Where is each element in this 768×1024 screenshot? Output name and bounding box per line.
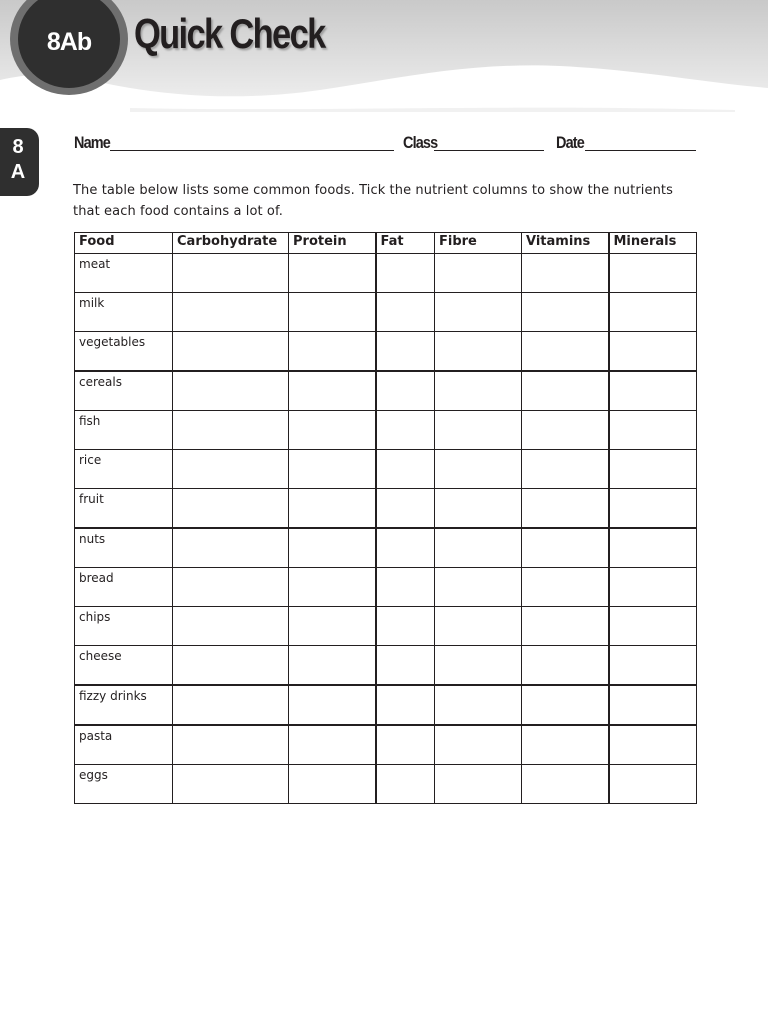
tick-cell-fat[interactable] — [376, 293, 435, 332]
tick-cell-fibre[interactable] — [435, 568, 522, 607]
tick-cell-minerals[interactable] — [609, 685, 697, 725]
tick-cell-carbohydrate[interactable] — [173, 293, 289, 332]
tick-cell-vitamins[interactable] — [522, 685, 609, 725]
tick-cell-vitamins[interactable] — [522, 411, 609, 450]
name-field[interactable] — [110, 150, 394, 151]
date-field[interactable] — [585, 150, 696, 151]
tick-cell-fibre[interactable] — [435, 411, 522, 450]
tick-cell-vitamins[interactable] — [522, 489, 609, 529]
tick-cell-minerals[interactable] — [609, 765, 697, 804]
food-name-cell: meat — [75, 254, 173, 293]
tick-cell-minerals[interactable] — [609, 411, 697, 450]
column-header-carbohydrate: Carbohydrate — [173, 233, 289, 254]
table-row — [75, 293, 697, 332]
tick-cell-protein[interactable] — [289, 725, 376, 765]
tick-cell-protein[interactable] — [289, 765, 376, 804]
tick-cell-minerals[interactable] — [609, 254, 697, 293]
tick-cell-vitamins[interactable] — [522, 450, 609, 489]
tick-cell-minerals[interactable] — [609, 371, 697, 411]
column-header-food: Food — [75, 233, 173, 254]
tick-cell-carbohydrate[interactable] — [173, 646, 289, 686]
tick-cell-carbohydrate[interactable] — [173, 725, 289, 765]
tick-cell-fat[interactable] — [376, 607, 435, 646]
tick-cell-fibre[interactable] — [435, 293, 522, 332]
tick-cell-vitamins[interactable] — [522, 646, 609, 686]
tick-cell-vitamins[interactable] — [522, 293, 609, 332]
chapter-tab-number: 8 — [12, 136, 24, 158]
tick-cell-fibre[interactable] — [435, 528, 522, 568]
tick-cell-minerals[interactable] — [609, 293, 697, 332]
tick-cell-carbohydrate[interactable] — [173, 254, 289, 293]
tick-cell-fibre[interactable] — [435, 371, 522, 411]
tick-cell-minerals[interactable] — [609, 332, 697, 372]
tick-cell-fat[interactable] — [376, 568, 435, 607]
table-row — [75, 332, 697, 372]
tick-cell-minerals[interactable] — [609, 607, 697, 646]
page-title: Quick Check — [134, 10, 325, 57]
tick-cell-carbohydrate[interactable] — [173, 607, 289, 646]
tick-cell-fibre[interactable] — [435, 765, 522, 804]
table-row — [75, 489, 697, 529]
food-name-cell: fish — [75, 411, 173, 450]
student-info-fields — [74, 130, 696, 154]
food-name-cell: fruit — [75, 489, 173, 529]
tick-cell-fibre[interactable] — [435, 607, 522, 646]
tick-cell-carbohydrate[interactable] — [173, 371, 289, 411]
tick-cell-fat[interactable] — [376, 332, 435, 372]
food-name-cell: eggs — [75, 765, 173, 804]
nutrient-table — [74, 232, 697, 804]
table-row — [75, 254, 697, 293]
tick-cell-minerals[interactable] — [609, 568, 697, 607]
food-name-cell: vegetables — [75, 332, 173, 372]
tick-cell-protein[interactable] — [289, 528, 376, 568]
column-header-fat: Fat — [376, 233, 435, 254]
tick-cell-fat[interactable] — [376, 371, 435, 411]
tick-cell-protein[interactable] — [289, 371, 376, 411]
table-body — [75, 254, 697, 804]
name-label: Name — [74, 133, 110, 152]
chapter-tab-letter: A — [10, 161, 26, 183]
tick-cell-fibre[interactable] — [435, 489, 522, 529]
tick-cell-carbohydrate[interactable] — [173, 450, 289, 489]
tick-cell-protein[interactable] — [289, 450, 376, 489]
tick-cell-minerals[interactable] — [609, 725, 697, 765]
tick-cell-protein[interactable] — [289, 646, 376, 686]
tick-cell-fat[interactable] — [376, 765, 435, 804]
food-name-cell: cheese — [75, 646, 173, 686]
table-row — [75, 607, 697, 646]
tick-cell-carbohydrate[interactable] — [173, 528, 289, 568]
date-label: Date — [556, 133, 584, 152]
tick-cell-vitamins[interactable] — [522, 254, 609, 293]
tick-cell-minerals[interactable] — [609, 528, 697, 568]
tick-cell-carbohydrate[interactable] — [173, 765, 289, 804]
table-row — [75, 528, 697, 568]
tick-cell-protein[interactable] — [289, 293, 376, 332]
food-name-cell: chips — [75, 607, 173, 646]
tick-cell-fat[interactable] — [376, 450, 435, 489]
class-label: Class — [403, 133, 438, 152]
food-name-cell: cereals — [75, 371, 173, 411]
tick-cell-carbohydrate[interactable] — [173, 411, 289, 450]
tick-cell-protein[interactable] — [289, 411, 376, 450]
table-row — [75, 450, 697, 489]
table-row — [75, 568, 697, 607]
tick-cell-fat[interactable] — [376, 411, 435, 450]
table-header-row — [75, 233, 697, 254]
tick-cell-fat[interactable] — [376, 646, 435, 686]
tick-cell-protein[interactable] — [289, 254, 376, 293]
tick-cell-fibre[interactable] — [435, 646, 522, 686]
section-badge-label: 8Ab — [46, 28, 92, 56]
table-row — [75, 646, 697, 686]
tick-cell-vitamins[interactable] — [522, 332, 609, 372]
tick-cell-fat[interactable] — [376, 254, 435, 293]
tick-cell-vitamins[interactable] — [522, 725, 609, 765]
tick-cell-fat[interactable] — [376, 725, 435, 765]
column-header-fibre: Fibre — [435, 233, 522, 254]
tick-cell-carbohydrate[interactable] — [173, 568, 289, 607]
table-row — [75, 765, 697, 804]
tick-cell-minerals[interactable] — [609, 646, 697, 686]
tick-cell-fat[interactable] — [376, 685, 435, 725]
column-header-protein: Protein — [289, 233, 376, 254]
tick-cell-fat[interactable] — [376, 489, 435, 529]
food-name-cell: pasta — [75, 725, 173, 765]
food-name-cell: nuts — [75, 528, 173, 568]
tick-cell-vitamins[interactable] — [522, 765, 609, 804]
tick-cell-fibre[interactable] — [435, 685, 522, 725]
tick-cell-vitamins[interactable] — [522, 607, 609, 646]
tick-cell-carbohydrate[interactable] — [173, 489, 289, 529]
food-name-cell: milk — [75, 293, 173, 332]
tick-cell-protein[interactable] — [289, 607, 376, 646]
tick-cell-vitamins[interactable] — [522, 371, 609, 411]
chapter-side-tab — [0, 128, 39, 196]
tick-cell-fibre[interactable] — [435, 332, 522, 372]
tick-cell-fibre[interactable] — [435, 725, 522, 765]
tick-cell-minerals[interactable] — [609, 489, 697, 529]
tick-cell-protein[interactable] — [289, 489, 376, 529]
tick-cell-fibre[interactable] — [435, 254, 522, 293]
table-row — [75, 725, 697, 765]
tick-cell-carbohydrate[interactable] — [173, 685, 289, 725]
tick-cell-protein[interactable] — [289, 332, 376, 372]
food-name-cell: rice — [75, 450, 173, 489]
column-header-minerals: Minerals — [609, 233, 697, 254]
food-name-cell: bread — [75, 568, 173, 607]
tick-cell-protein[interactable] — [289, 685, 376, 725]
tick-cell-protein[interactable] — [289, 568, 376, 607]
class-field[interactable] — [434, 150, 544, 151]
tick-cell-vitamins[interactable] — [522, 528, 609, 568]
table-row — [75, 685, 697, 725]
column-header-vitamins: Vitamins — [522, 233, 609, 254]
instructions-text: The table below lists some common foods. Tick the nutrient columns to show the nutrients that each food contains a lot of. — [73, 183, 674, 219]
tick-cell-carbohydrate[interactable] — [173, 332, 289, 372]
table-row — [75, 371, 697, 411]
table-row — [75, 411, 697, 450]
tick-cell-fibre[interactable] — [435, 450, 522, 489]
food-name-cell: fizzy drinks — [75, 685, 173, 725]
tick-cell-fat[interactable] — [376, 528, 435, 568]
tick-cell-vitamins[interactable] — [522, 568, 609, 607]
tick-cell-minerals[interactable] — [609, 450, 697, 489]
